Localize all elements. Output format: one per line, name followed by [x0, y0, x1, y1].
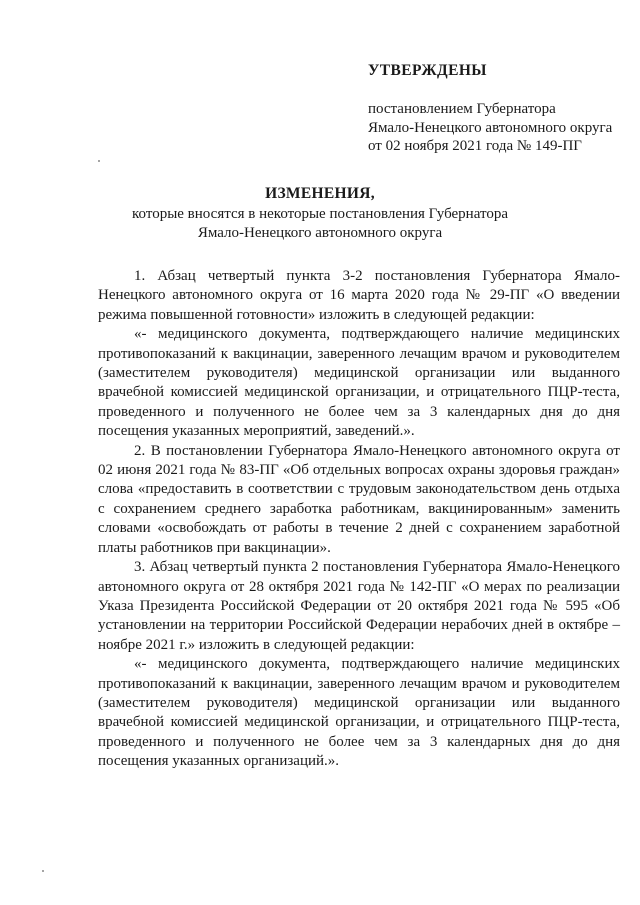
approval-heading: УТВЕРЖДЕНЫ: [368, 62, 487, 79]
subtitle-line: Ямало-Ненецкого автономного округа: [197, 224, 443, 241]
document-body: [98, 267, 620, 772]
paragraph: 1. Абзац четвертый пункта 3-2 постановления Губернатора Ямало-Ненецкого автономного округа от 16 марта 2020 года № 29-ПГ «О введении режима повышенной готовности» изложить в следующей редакции:: [98, 268, 620, 323]
scan-speck: [98, 160, 100, 162]
document-title: ИЗМЕНЕНИЯ,: [265, 185, 375, 202]
paragraph: «- медицинского документа, подтверждающего наличие медицинских противопоказаний к вакцинации, заверенного лечащим врачом и руководителем (заместителем руководителя) медицинской организации или выданного врачебной комиссией медицинской организации, и отрицательного ПЦР-теста, проведенного и полученного не более чем за 3 календарных дня до дня посещения указанных мероприятий, заведений.».: [98, 326, 620, 440]
paragraph: 2. В постановлении Губернатора Ямало-Ненецкого автономного округа от 02 июня 2021 года № 83-ПГ «Об отдельных вопросах охраны здоровья граждан» слова «предоставить в соответствии с трудовым законодательством день отдыха с сохранением среднего заработка работникам, вакцинированным» заменить словами «освобождать от работы в течение 2 дней с сохранением заработной платы работников при вакцинации».: [98, 442, 620, 556]
approval-block: [368, 100, 612, 156]
approval-line: от 02 ноября 2021 года № 149-ПГ: [368, 138, 582, 154]
scan-speck: [42, 870, 44, 872]
approval-line: постановлением Губернатора: [368, 101, 556, 117]
approval-line: Ямало-Ненецкого автономного округа: [368, 119, 613, 136]
document-subtitle: [0, 205, 640, 242]
paragraph: «- медицинского документа, подтверждающего наличие медицинских противопоказаний к вакцинации, заверенного лечащим врачом и руководителем (заместителем руководителя) медицинской организации или выданного врачебной комиссией медицинской организации, и отрицательного ПЦР-теста, проведенного и полученного не более чем за 3 календарных дня до дня посещения указанных организаций.».: [98, 656, 620, 770]
subtitle-line: которые вносятся в некоторые постановления Губернатора: [132, 206, 508, 222]
paragraph: 3. Абзац четвертый пункта 2 постановления Губернатора Ямало-Ненецкого автономного округа от 28 октября 2021 года № 142-ПГ «О мерах по реализации Указа Президента Российской Федерации от 20 октября 2021 года № 595 «Об установлении на территории Российской Федерации нерабочих дней в октябре – ноябре 2021 г.» изложить в следующей редакции:: [98, 559, 620, 653]
